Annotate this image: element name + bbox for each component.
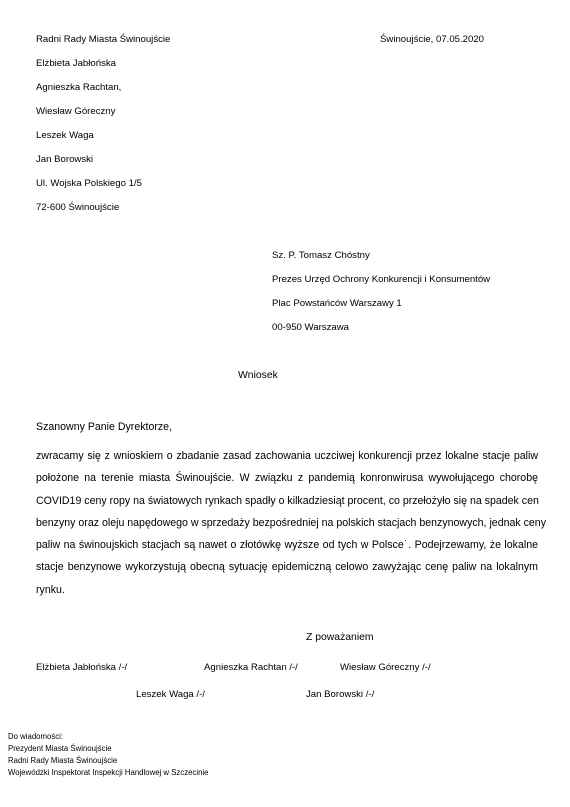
signature: Leszek Waga /-/ (136, 689, 205, 700)
sender-line: Agnieszka Rachtan, (36, 82, 122, 93)
letter-subject: Wniosek (238, 370, 278, 381)
recipient-line: Sz. P. Tomasz Chóstny (272, 250, 370, 261)
body-line: paliw na świnoujskich stacjach są nawet o złotówkę wyższe od tych w Polsce˙. Podejrzewamy, że lokalne (36, 539, 538, 552)
cc-item: Wojewódzki Inspektorat Inspekcji Handlowej w Szczecinie (8, 768, 209, 777)
body-line: stacje benzynowe wykorzystują obecną sytuację epidemiczną celowo zawyżając cenę paliw na lokalnym (36, 561, 538, 574)
sender-line: Leszek Waga (36, 130, 94, 141)
signature: Agnieszka Rachtan /-/ (204, 662, 298, 673)
sender-line: Ul. Wojska Polskiego 1/5 (36, 178, 142, 189)
letter-body (36, 445, 546, 601)
cc-item: Radni Rady Miasta Świnoujście (8, 756, 118, 765)
sender-line: Elżbieta Jabłońska (36, 58, 116, 69)
closing: Z poważaniem (306, 632, 374, 643)
recipient-line: 00-950 Warszawa (272, 322, 349, 333)
body-line: rynku. (36, 583, 65, 596)
salutation: Szanowny Panie Dyrektorze, (36, 421, 173, 433)
place-date: Świnoujście, 07.05.2020 (380, 34, 485, 45)
signature: Elżbieta Jabłońska /-/ (36, 662, 128, 673)
body-line: zwracamy się z wnioskiem o zbadanie zasad zachowania uczciwej konkurencji przez lokalne stacje paliw (36, 450, 538, 462)
body-line: COVID19 ceny ropy na światowych rynkach spadły o kilkadziesiąt procent, co przełożyło się na spadek cen (36, 494, 539, 507)
sender-line: Wiesław Góreczny (36, 106, 116, 117)
sender-line: Jan Borowski (36, 154, 94, 165)
signature: Jan Borowski /-/ (306, 689, 375, 700)
sender-line: Radni Rady Miasta Świnoujście (36, 34, 171, 45)
recipient-line: Plac Powstańców Warszawy 1 (272, 298, 402, 309)
body-line: benzyny oraz oleju napędowego w sprzedaży bezpośredniej na polskich stacjach benzynowych, jednak ceny (36, 516, 546, 529)
signature: Wiesław Góreczny /-/ (340, 662, 431, 673)
body-line: położone na terenie miasta Świnoujście. W związku z pandemią konronwirusa wywołującego chorobę (36, 472, 538, 485)
recipient-line: Prezes Urzęd Ochrony Konkurencji i Konsumentów (272, 274, 491, 285)
cc-item: Prezydent Miasta Świnoujście (8, 744, 112, 753)
sender-line: 72-600 Świnoujście (36, 202, 120, 213)
cc-header: Do wiadomości: (8, 732, 64, 741)
